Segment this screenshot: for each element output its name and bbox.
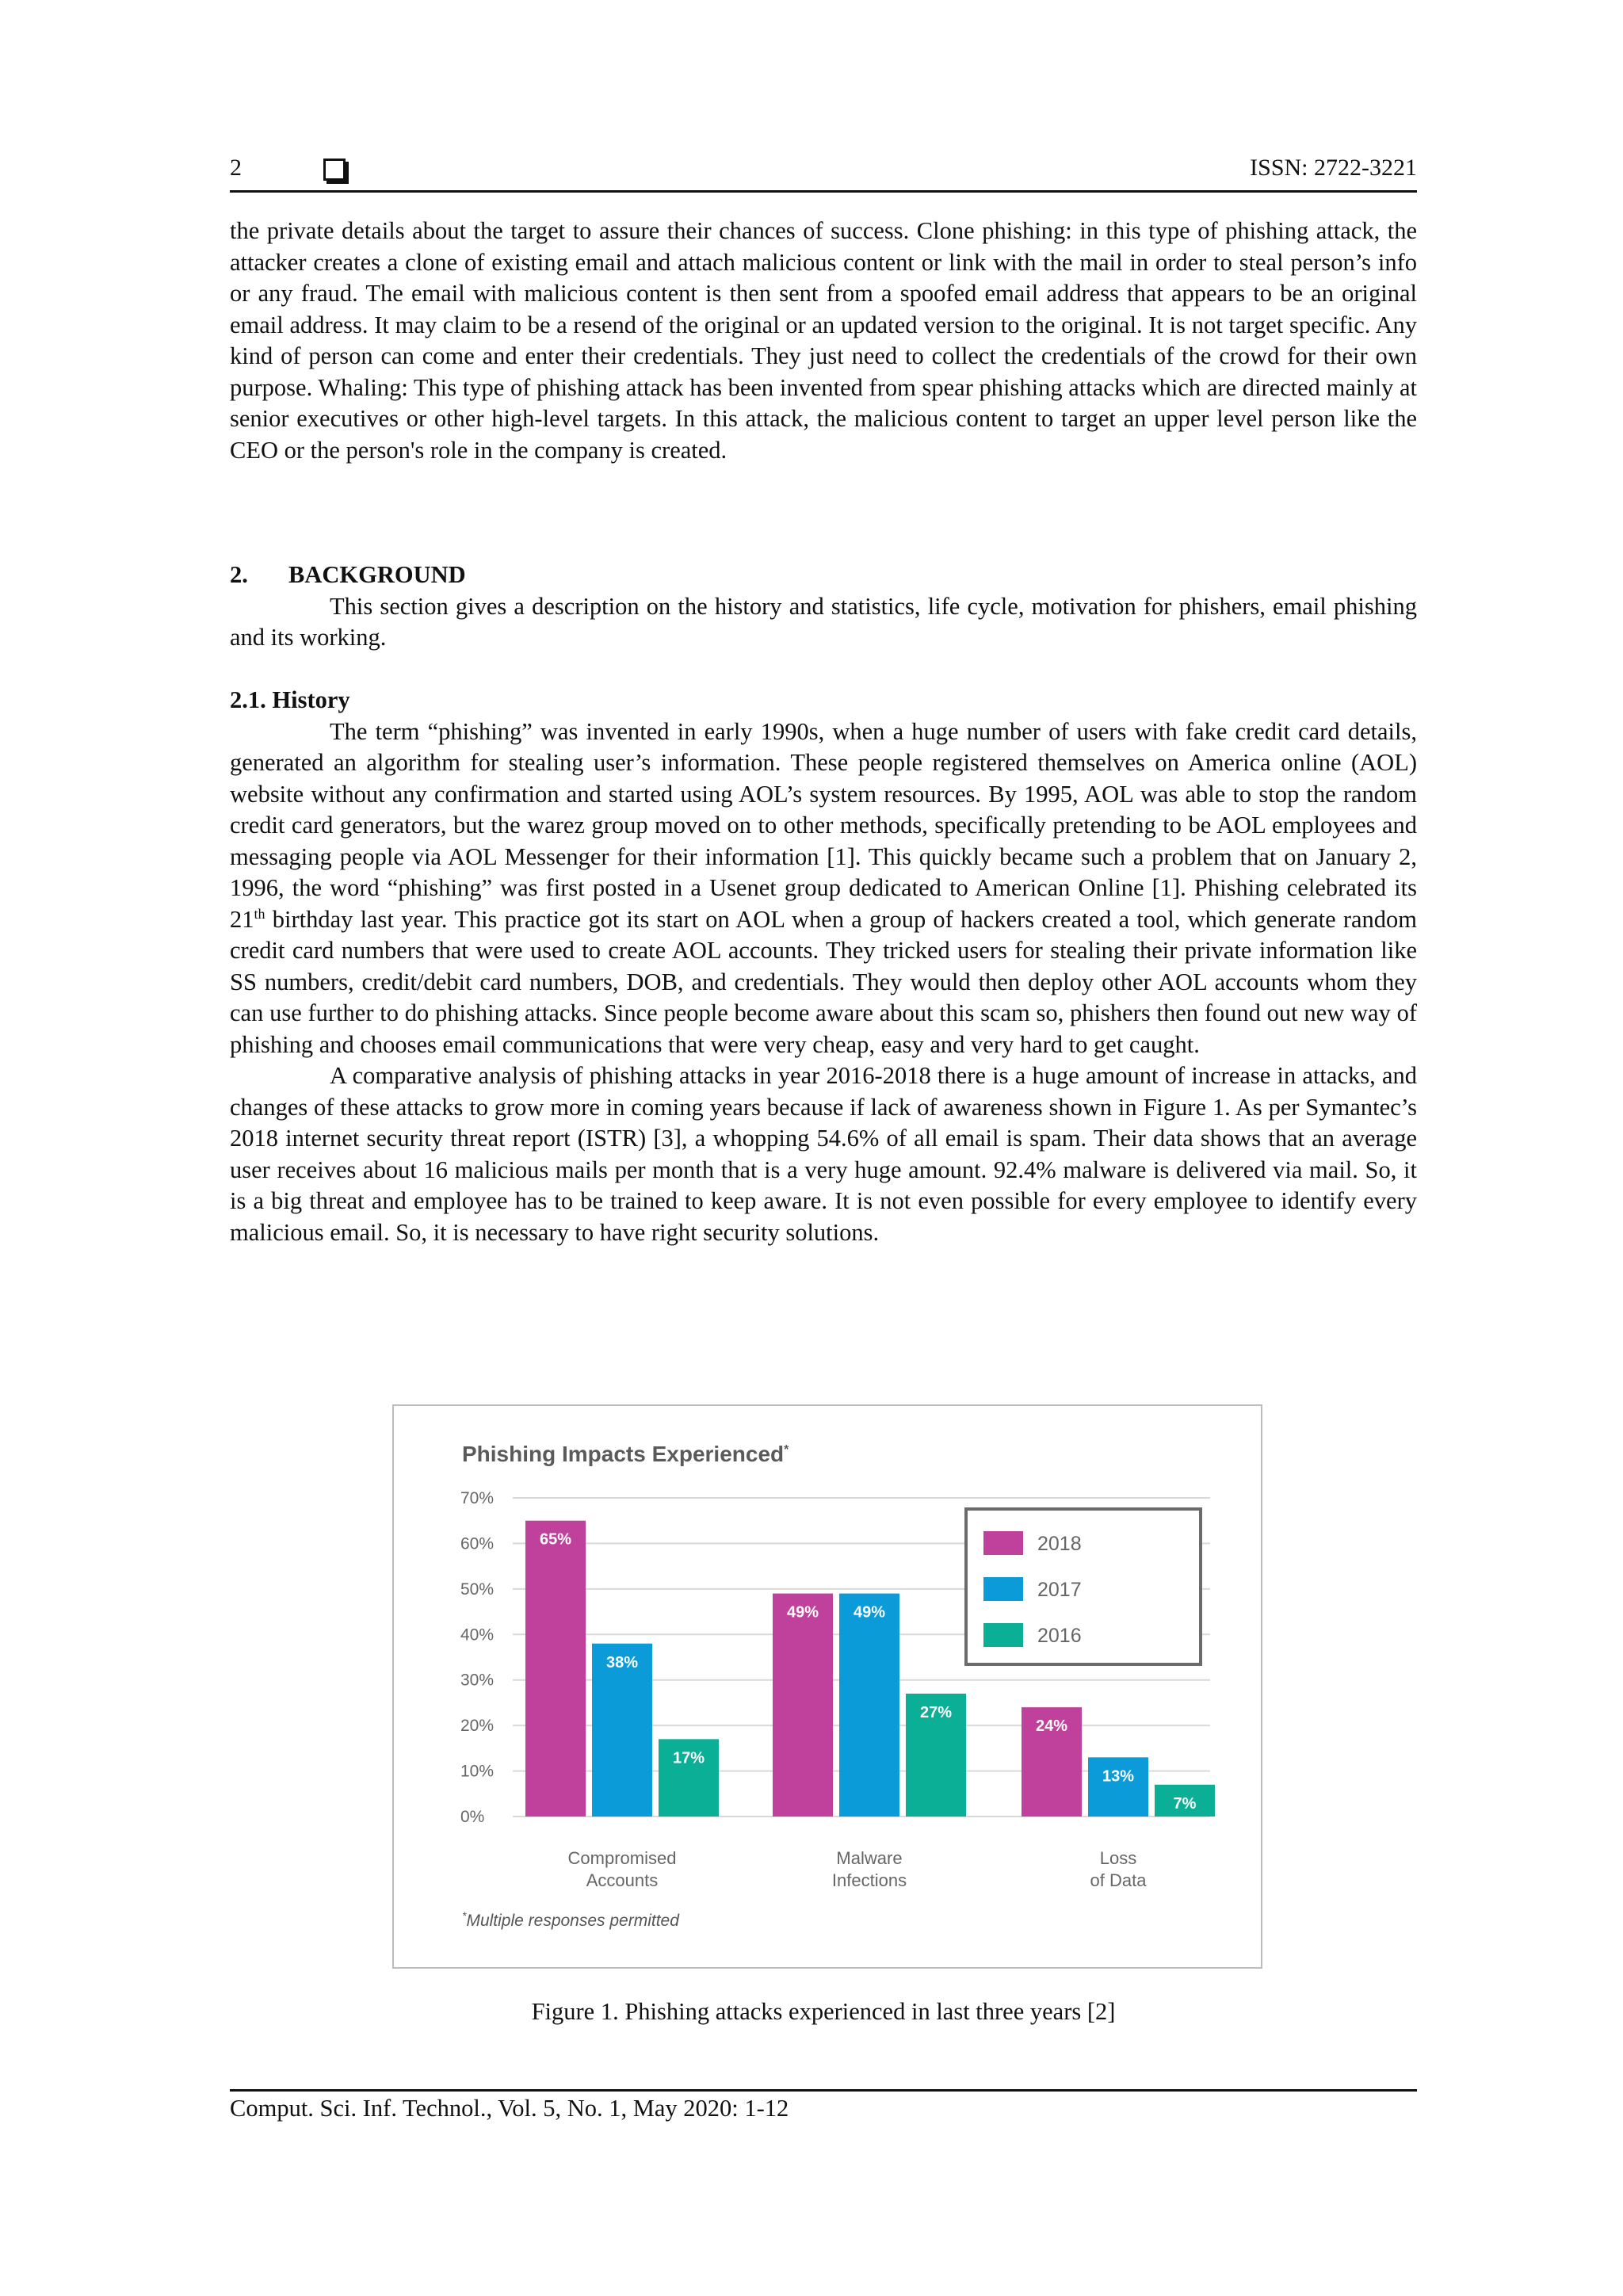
section-2-heading bbox=[230, 560, 1417, 591]
chart-footnote: *Multiple responses permitted bbox=[462, 1909, 679, 1930]
page-number: 2 bbox=[230, 155, 242, 181]
y-tick-label: 50% bbox=[460, 1580, 495, 1599]
bar-2018-0 bbox=[525, 1521, 586, 1817]
footer-citation: Comput. Sci. Inf. Technol., Vol. 5, No. 1, May 2020: 1-12 bbox=[230, 2095, 789, 2122]
bar-value-label: 7% bbox=[1173, 1794, 1197, 1813]
bar-2017-1 bbox=[839, 1594, 899, 1817]
bar-value-label: 49% bbox=[853, 1603, 886, 1622]
header-rule bbox=[230, 190, 1417, 193]
y-tick-label: 0% bbox=[460, 1808, 485, 1826]
legend-swatch-2016 bbox=[983, 1623, 1023, 1647]
figure-1 bbox=[392, 1404, 1262, 1969]
category-label: Malware bbox=[836, 1848, 903, 1868]
category-label: Accounts bbox=[586, 1870, 659, 1890]
bar-value-label: 13% bbox=[1102, 1767, 1135, 1786]
intro-paragraph: the private details about the target to assure their chances of success. Clone phishing: in this type of phishing attack, the attacker creates a clone of existing email and attach malicious content or link with the mail in order to steal person’s info or any fraud. The email with malicious content is then sent from a spoofed email address that appears to be an original email address. It may claim to be a resend of the original or an updated version to the original. It is not target specific. Any kind of person can come and enter their credentials. They just need to collect the credentials of the crowd for their own purpose. Whaling: This type of phishing attack has been invented from spear phishing attacks which are directed mainly at senior executives or other high-level targets. In this attack, the malicious content to target an upper level person like the CEO or the person's role in the company is created. bbox=[230, 217, 1417, 464]
section-2-number: 2. bbox=[230, 561, 248, 588]
section-2 bbox=[230, 560, 1417, 654]
issn-label: ISSN: 2722-3221 bbox=[1250, 155, 1417, 181]
history-p1-sup: th bbox=[254, 905, 265, 922]
figure-caption: Figure 1. Phishing attacks experienced in last three years [2] bbox=[531, 1998, 1116, 2025]
history-p1-after: birthday last year. This practice got its start on AOL when a group of hackers created a tool, which generate random credit card numbers that were used to create AOL accounts. They tricked users for stealing their private information like SS numbers, credit/debit card numbers, DOB, and credentials. They would then deploy other AOL accounts whom they can use further to do phishing attacks. Since people become aware about this scam so, phishers then found out new way of phishing and chooses email communications that were very cheap, easy and very hard to get caught. bbox=[230, 905, 1417, 1058]
bar-value-label: 38% bbox=[605, 1653, 639, 1671]
legend-label-2016: 2016 bbox=[1037, 1625, 1082, 1647]
bar-2018-1 bbox=[773, 1594, 833, 1817]
history-paragraph-1 bbox=[230, 716, 1417, 1061]
y-tick-label: 10% bbox=[460, 1762, 495, 1781]
y-tick-label: 20% bbox=[460, 1717, 495, 1736]
y-tick-label: 70% bbox=[460, 1489, 495, 1507]
y-tick-label: 60% bbox=[460, 1534, 495, 1553]
legend-swatch-2017 bbox=[983, 1577, 1023, 1601]
footer-rule bbox=[230, 2089, 1417, 2092]
legend-label-2017: 2017 bbox=[1037, 1579, 1082, 1601]
chart-legend bbox=[966, 1509, 1201, 1664]
chart-title: Phishing Impacts Experienced* bbox=[462, 1442, 789, 1466]
y-tick-label: 30% bbox=[460, 1671, 495, 1690]
bar-value-label: 24% bbox=[1035, 1717, 1068, 1736]
bar-value-label: 17% bbox=[672, 1749, 705, 1767]
category-label: of Data bbox=[1090, 1870, 1147, 1890]
phishing-impacts-chart bbox=[394, 1406, 1261, 1967]
box-symbol-icon bbox=[323, 159, 346, 181]
bar-value-label: 49% bbox=[786, 1603, 819, 1622]
category-label: Infections bbox=[831, 1870, 907, 1890]
section-2-title: BACKGROUND bbox=[288, 561, 466, 588]
bar-value-label: 27% bbox=[919, 1703, 953, 1721]
category-label: Loss bbox=[1099, 1848, 1137, 1868]
legend-swatch-2018 bbox=[983, 1531, 1023, 1555]
page-header bbox=[230, 152, 1417, 192]
section-2-paragraph: This section gives a description on the history and statistics, life cycle, motivation for phishers, email phishing and its working. bbox=[230, 592, 1417, 651]
bar-2017-2 bbox=[1088, 1757, 1148, 1817]
legend-label-2018: 2018 bbox=[1037, 1533, 1082, 1555]
section-2-1-heading: 2.1. History bbox=[230, 686, 350, 713]
category-label: Compromised bbox=[567, 1848, 677, 1868]
history-paragraph-2: A comparative analysis of phishing attacks in year 2016-2018 there is a huge amount of increase in attacks, and changes of these attacks to grow more in coming years because if lack of awareness shown in Figure 1. As per Symantec’s 2018 internet security threat report (ISTR) [3], a whopping 54.6% of all email is spam. Their data shows that an average user receives about 16 malicious mails per month that is a very huge amount. 92.4% malware is delivered via mail. So, it is a big threat and employee has to be trained to keep aware. It is not even possible for every employee to identify every malicious email. So, it is necessary to have right security solutions. bbox=[230, 1062, 1417, 1246]
section-2-1 bbox=[230, 685, 1417, 1248]
bar-value-label: 65% bbox=[539, 1530, 572, 1549]
history-p1-before: The term “phishing” was invented in early 1990s, when a huge number of users with fake credit card details, generated an algorithm for stealing user’s information. These people registered themselves on America online (AOL) website without any confirmation and started using AOL’s system resources. By 1995, AOL was able to stop the random credit card generators, but the warez group moved on to other methods, specifically pretending to be AOL employees and messaging people via AOL Messenger for their information [1]. This quickly became such a problem that on January 2, 1996, the word “phishing” was first posted in a Usenet group dedicated to American Online [1]. Phishing celebrated its 21 bbox=[230, 717, 1417, 933]
intro-block bbox=[230, 216, 1417, 466]
y-tick-label: 40% bbox=[460, 1626, 495, 1645]
